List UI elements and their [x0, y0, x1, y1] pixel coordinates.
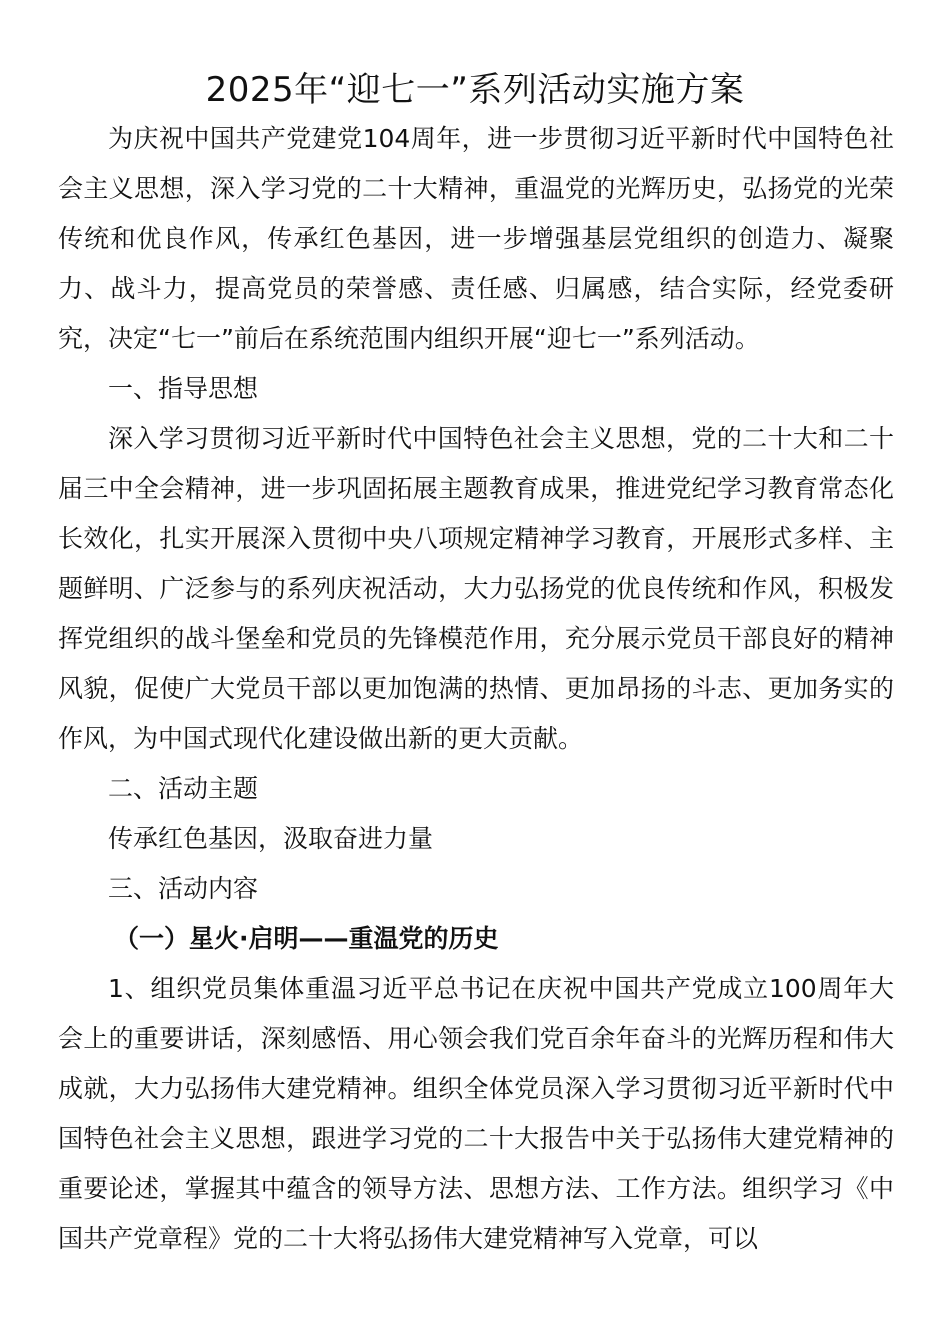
intro-paragraph: 为庆祝中国共产党建党104周年，进一步贯彻习近平新时代中国特色社会主义思想，深入学习党的二十大精神，重温党的光辉历史，弘扬党的光荣传统和优良作风，传承红色基因，进一步增强基层党组织的创造力、凝聚力、战斗力，提高党员的荣誉感、责任感、归属感，结合实际，经党委研究，决定“七一”前后在系统范围内组织开展“迎七一”系列活动。 [58, 124, 894, 353]
section-2-heading: 二、活动主题 [108, 774, 259, 803]
subsection-1-heading: （一）星火·启明——重温党的历史 [114, 924, 499, 953]
section-1-heading: 一、指导思想 [108, 374, 259, 403]
document-title: 2025年“迎七一”系列活动实施方案 [205, 70, 745, 110]
document-body [58, 114, 894, 1264]
section-3-heading: 三、活动内容 [108, 874, 259, 903]
item-1-paragraph: 1、组织党员集体重温习近平总书记在庆祝中国共产党成立100周年大会上的重要讲话，深刻感悟、用心领会我们党百余年奋斗的光辉历程和伟大成就，大力弘扬伟大建党精神。组织全体党员深入学习贯彻习近平新时代中国特色社会主义思想，跟进学习党的二十大报告中关于弘扬伟大建党精神的重要论述，掌握其中蕴含的领导方法、思想方法、工作方法。组织学习《中国共产党章程》党的二十大将弘扬伟大建党精神写入党章，可以 [58, 974, 894, 1253]
section-1-paragraph: 深入学习贯彻习近平新时代中国特色社会主义思想，党的二十大和二十届三中全会精神，进一步巩固拓展主题教育成果，推进党纪学习教育常态化长效化，扎实开展深入贯彻中央八项规定精神学习教育，开展形式多样、主题鲜明、广泛参与的系列庆祝活动，大力弘扬党的优良传统和作风，积极发挥党组织的战斗堡垒和党员的先锋模范作用，充分展示党员干部良好的精神风貌，促使广大党员干部以更加饱满的热情、更加昂扬的斗志、更加务实的作风，为中国式现代化建设做出新的更大贡献。 [58, 424, 894, 753]
section-2-paragraph: 传承红色基因，汲取奋进力量 [108, 824, 434, 853]
